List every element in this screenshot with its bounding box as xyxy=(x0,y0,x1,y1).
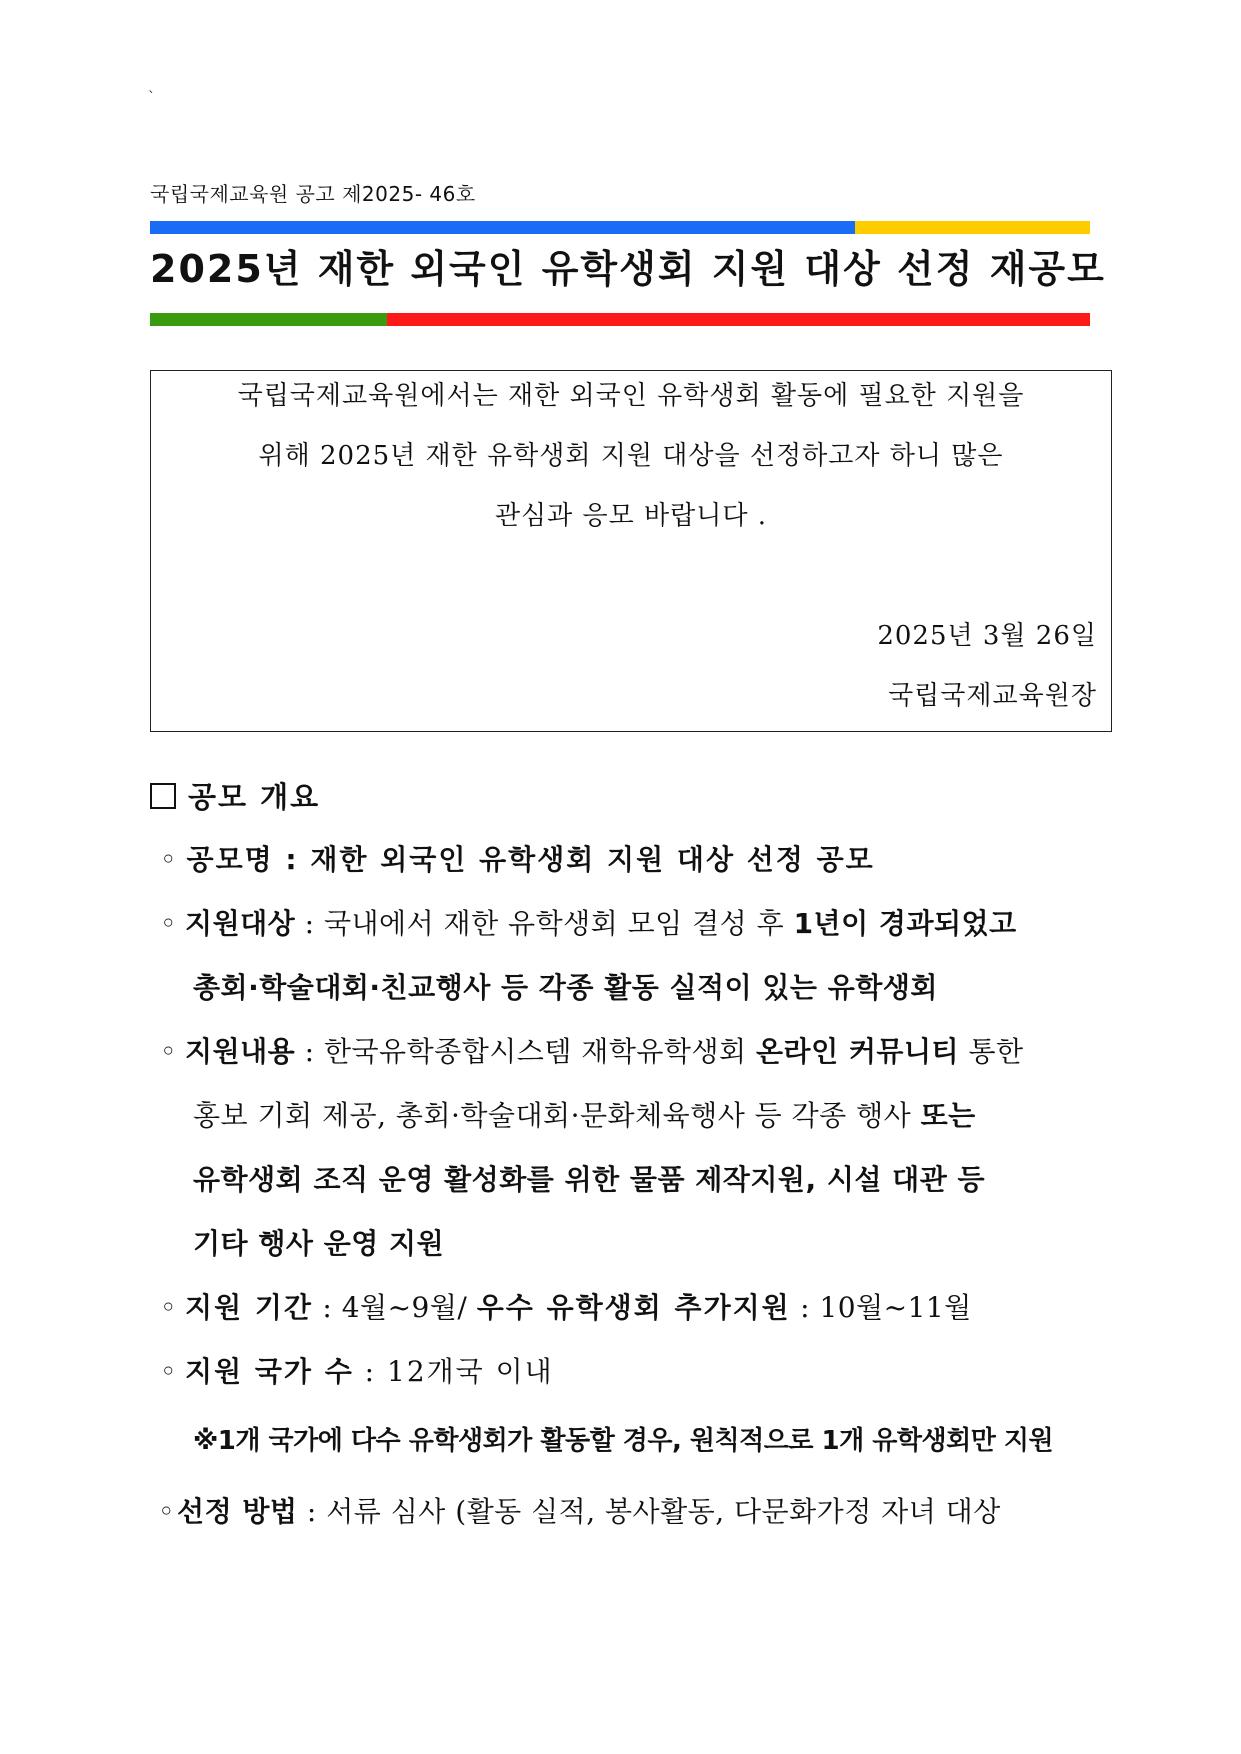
notice-number: 국립국제교육원 공고 제2025- 46호 xyxy=(150,182,476,206)
item-country-count: ◦ 지원 국가 수 : 12개국 이내 xyxy=(160,1355,554,1388)
top-bar-yellow xyxy=(855,221,1090,234)
section-heading-text: 공모 개요 xyxy=(188,780,321,814)
item-support-period: ◦ 지원 기간 : 4월~9월/ 우수 유학생회 추가지원 : 10월~11월 xyxy=(160,1291,972,1324)
page-title: 2025년 재한 외국인 유학생회 지원 대상 선정 재공모 xyxy=(150,247,1106,291)
bullet-icon: ◦ xyxy=(158,1495,176,1528)
item-support-content-line4: 기타 행사 운영 지원 xyxy=(193,1227,445,1260)
item-support-target: ◦ 지원대상 : 국내에서 재한 유학생회 모임 결성 후 1년이 경과되었고 xyxy=(160,907,1017,940)
item-support-content: ◦ 지원내용 : 한국유학종합시스템 재학유학생회 온라인 커뮤니티 통한 xyxy=(160,1035,1024,1068)
bottom-bar-red xyxy=(387,313,1090,326)
intro-box xyxy=(150,370,1112,732)
checkbox-square-icon xyxy=(150,783,176,809)
notice-signer: 국립국제교육원장 xyxy=(888,681,1097,711)
section-heading xyxy=(150,775,320,816)
top-bar-blue xyxy=(150,221,855,234)
note-one-club-per-country: ※1개 국가에 다수 유학생회가 활동할 경우, 원칙적으로 1개 유학생회만 지원 xyxy=(193,1426,1054,1456)
bullet-icon: ◦ xyxy=(160,843,179,876)
intro-line-1: 국립국제교육원에서는 재한 외국인 유학생회 활동에 필요한 지원을 xyxy=(237,381,1025,411)
item-selection-method: ◦선정 방법 : 서류 심사 (활동 실적, 봉사활동, 다문화가정 자녀 대상 xyxy=(158,1495,1001,1528)
bullet-icon: ◦ xyxy=(160,1355,178,1388)
bullet-icon: ◦ xyxy=(160,1035,178,1068)
bullet-icon: ◦ xyxy=(160,907,178,940)
item-support-content-line2: 홍보 기회 제공, 총회·학술대회·문화체육행사 등 각종 행사 또는 xyxy=(193,1099,976,1132)
intro-line-2: 위해 2025년 재한 유학생회 지원 대상을 선정하고자 하니 많은 xyxy=(258,441,1004,471)
notice-date: 2025년 3월 26일 xyxy=(877,621,1097,651)
item-support-target-line2: 총회·학술대회·친교행사 등 각종 활동 실적이 있는 유학생회 xyxy=(193,971,938,1004)
item-contest-name: ◦ 공모명 : 재한 외국인 유학생회 지원 대상 선정 공모 xyxy=(160,843,875,876)
item-support-content-line3: 유학생회 조직 운영 활성화를 위한 물품 제작지원, 시설 대관 등 xyxy=(193,1163,986,1196)
intro-line-3: 관심과 응모 바랍니다 . xyxy=(494,501,768,531)
bullet-icon: ◦ xyxy=(160,1291,178,1324)
bottom-bar-green xyxy=(150,313,387,326)
stray-tick-mark: ` xyxy=(148,90,155,106)
